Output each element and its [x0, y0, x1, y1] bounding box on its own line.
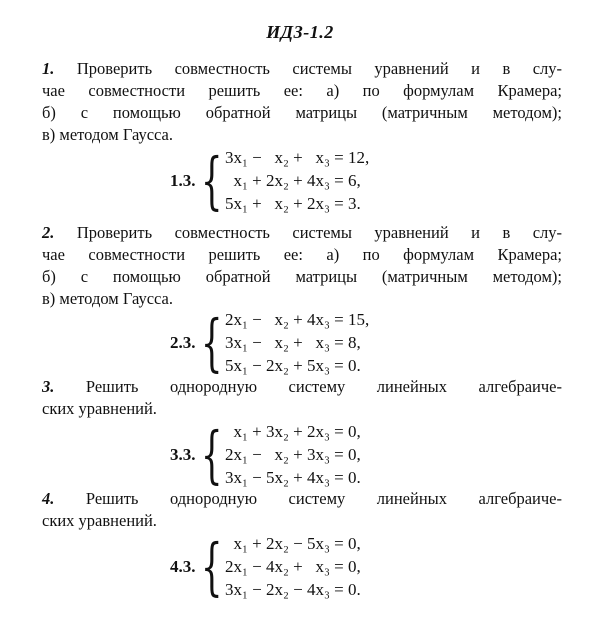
system-4-3-label: 4.3.	[170, 556, 196, 576]
equation: 5x₁ − 2x₂ + 5x₃ = 0.	[224, 356, 361, 375]
equation: 3x₁ − 2x₂ − 4x₃ = 0.	[224, 580, 361, 599]
task-3-line-1	[42, 376, 562, 398]
task-4-text-1: Решить однородную систему линейных алгебраиче-	[85, 489, 562, 508]
task-2-line-2: чае совместности решить ее: а) по формулам Крамера;	[42, 245, 562, 264]
equation: 2x₁ − 4x₂ + x₃ = 0,	[224, 557, 361, 576]
system-2-3-label: 2.3.	[170, 332, 196, 352]
task-1-line-1	[42, 58, 562, 80]
system-3-3-label: 3.3.	[170, 444, 196, 464]
equation: x₁ + 2x₂ − 5x₃ = 0,	[224, 534, 361, 553]
system-1-3	[170, 143, 370, 217]
equation: 3x₁ − x₂ + x₃ = 8,	[224, 333, 361, 352]
equation: 3x₁ − 5x₂ + 4x₃ = 0.	[224, 468, 361, 487]
task-4-line-2: ских уравнений.	[42, 511, 157, 530]
equation: 2x₁ − x₂ + 4x₃ = 15,	[224, 310, 370, 329]
task-2	[42, 222, 562, 310]
system-1-3-equations	[225, 146, 369, 215]
task-2-text-1: Проверить совместность системы уравнений и в слу-	[76, 223, 563, 242]
task-3-text-1: Решить однородную систему линейных алгебраиче-	[85, 377, 562, 396]
task-2-number: 2.	[42, 223, 55, 242]
left-brace-icon: {	[200, 417, 223, 491]
system-4-3-equations	[225, 532, 361, 601]
system-2-3	[170, 305, 370, 379]
equation: 5x₁ + x₂ + 2x₃ = 3.	[224, 194, 361, 213]
task-3-number: 3.	[42, 377, 55, 396]
task-4	[42, 488, 562, 532]
task-2-line-1	[42, 222, 562, 244]
task-1-text-1: Проверить совместность системы уравнений и в слу-	[76, 59, 563, 78]
system-3-3	[170, 417, 361, 491]
task-1-line-3: б) с помощью обратной матрицы (матричным методом);	[42, 103, 562, 122]
task-3	[42, 376, 562, 420]
equation: 2x₁ − x₂ + 3x₃ = 0,	[224, 445, 361, 464]
left-brace-icon: {	[200, 529, 223, 603]
task-1	[42, 58, 562, 146]
task-2-line-3: б) с помощью обратной матрицы (матричным методом);	[42, 267, 562, 286]
system-1-3-label: 1.3.	[170, 170, 196, 190]
task-1-number: 1.	[42, 59, 55, 78]
system-2-3-equations	[225, 308, 369, 377]
task-2-line-4: в) методом Гаусса.	[42, 289, 174, 308]
page-title: ИДЗ-1.2	[266, 22, 334, 42]
equation: x₁ + 3x₂ + 2x₃ = 0,	[224, 422, 361, 441]
task-1-line-2: чае совместности решить ее: а) по формулам Крамера;	[42, 81, 562, 100]
task-3-line-2: ских уравнений.	[42, 399, 157, 418]
system-3-3-equations	[225, 420, 361, 489]
task-4-line-1	[42, 488, 562, 510]
task-1-line-4: в) методом Гаусса.	[42, 125, 174, 144]
equation: x₁ + 2x₂ + 4x₃ = 6,	[224, 171, 361, 190]
system-4-3	[170, 529, 361, 603]
left-brace-icon: {	[200, 305, 223, 379]
task-4-number: 4.	[42, 489, 55, 508]
left-brace-icon: {	[200, 143, 223, 217]
equation: 3x₁ − x₂ + x₃ = 12,	[224, 148, 370, 167]
